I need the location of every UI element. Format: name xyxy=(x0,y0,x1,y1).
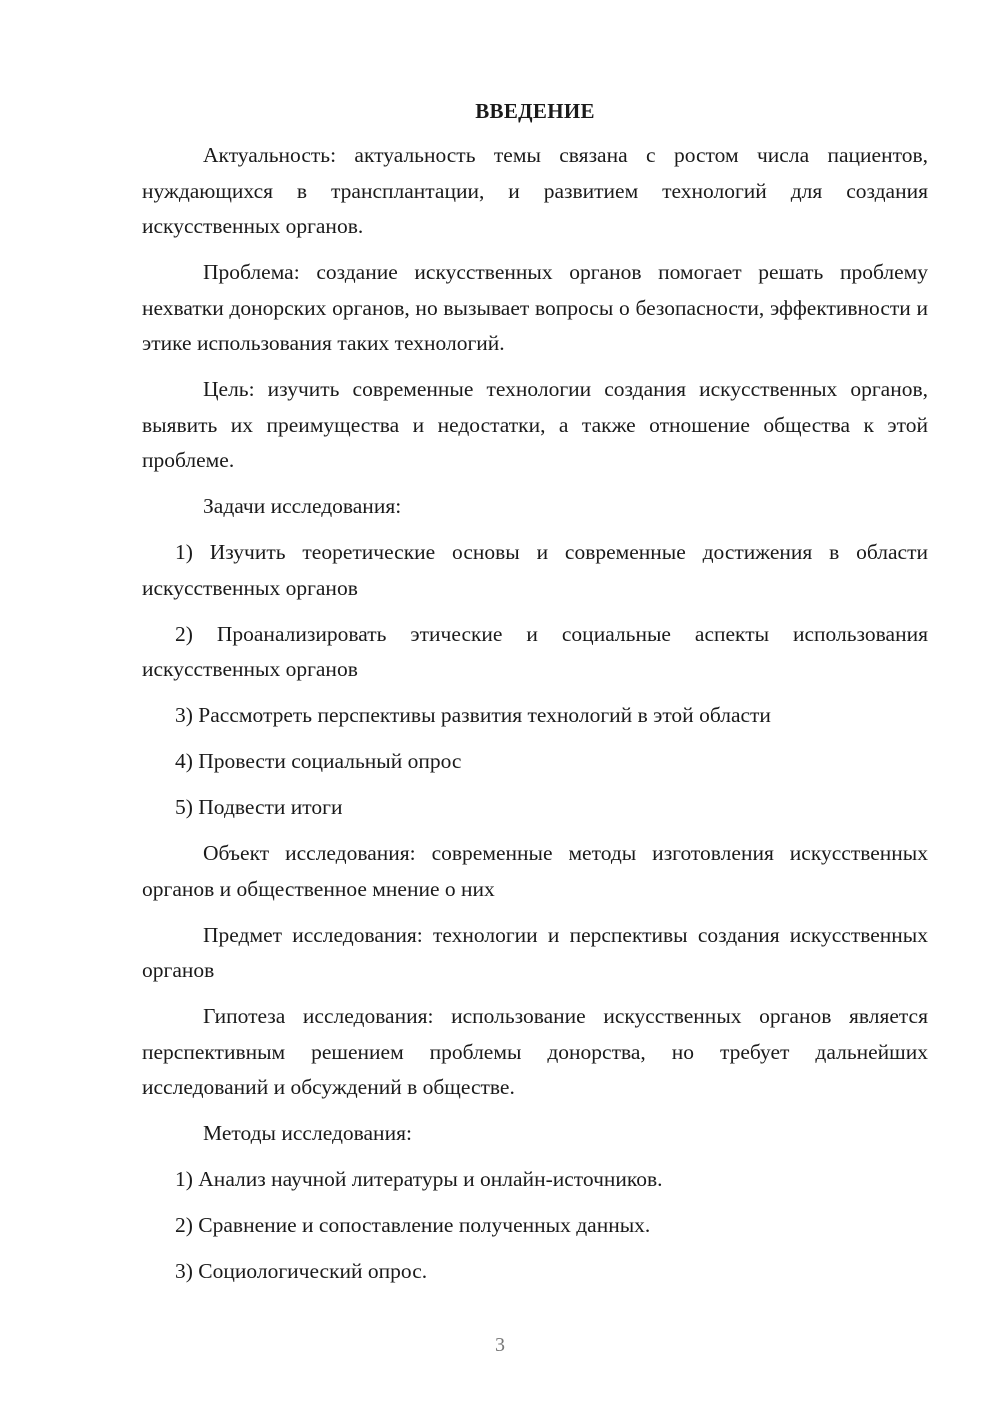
document-page xyxy=(142,96,928,1300)
methods-heading: Методы исследования: xyxy=(203,1121,412,1145)
task-item: 5) Подвести итоги xyxy=(175,795,343,819)
goal-paragraph: Цель: изучить современные технологии создания искусственных органов, выявить их преимущества и недостатки, а также отношение общества к этой проблеме. xyxy=(142,377,928,472)
task-item: 2) Проанализировать этические и социальные аспекты использования искусственных органов xyxy=(142,621,928,681)
document-title: ВВЕДЕНИЕ xyxy=(475,99,595,123)
page-number: 3 xyxy=(495,1334,505,1356)
method-item: 1) Анализ научной литературы и онлайн-источников. xyxy=(175,1167,663,1191)
task-item: 3) Рассмотреть перспективы развития технологий в этой области xyxy=(175,703,771,727)
task-item: 4) Провести социальный опрос xyxy=(175,749,462,773)
task-item: 1) Изучить теоретические основы и современные достижения в области искусственных органов xyxy=(142,540,928,600)
relevance-paragraph: Актуальность: актуальность темы связана с ростом числа пациентов, нуждающихся в трансплантации, и развитием технологий для создания искусственных органов. xyxy=(142,143,928,238)
problem-paragraph: Проблема: создание искусственных органов помогает решать проблему нехватки донорских органов, но вызывает вопросы о безопасности, эффективности и этике использования таких технологий. xyxy=(142,260,928,355)
object-paragraph: Объект исследования: современные методы изготовления искусственных органов и общественное мнение о них xyxy=(142,841,928,901)
method-item: 2) Сравнение и сопоставление полученных данных. xyxy=(175,1213,651,1237)
hypothesis-paragraph: Гипотеза исследования: использование искусственных органов является перспективным решением проблемы донорства, но требует дальнейших исследований и обсуждений в обществе. xyxy=(142,1004,928,1099)
tasks-heading: Задачи исследования: xyxy=(203,494,402,518)
method-item: 3) Социологический опрос. xyxy=(175,1259,428,1283)
subject-paragraph: Предмет исследования: технологии и перспективы создания искусственных органов xyxy=(142,922,928,982)
